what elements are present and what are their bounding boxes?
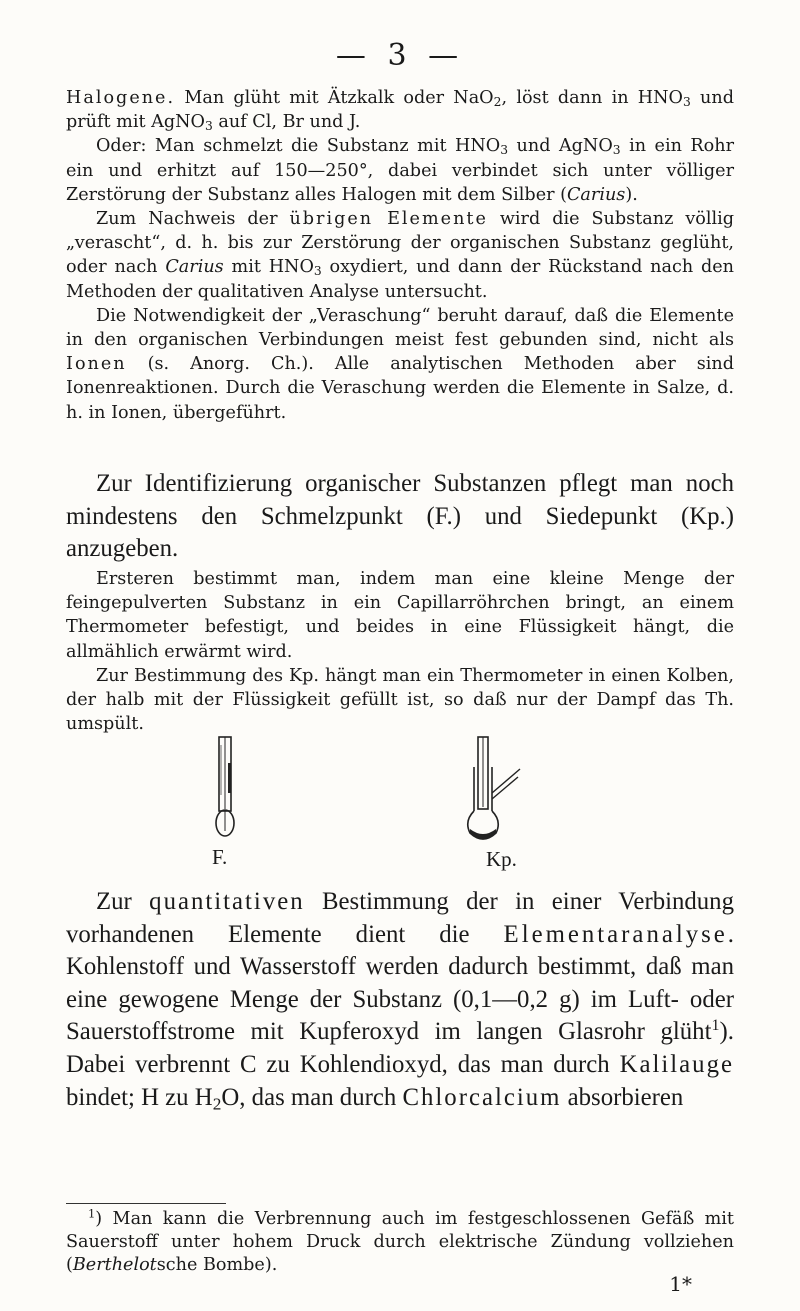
page-number: — 3 —: [335, 38, 465, 73]
paragraph-oder: Oder: Man schmelzt die Substanz mit $HNO_3$ und AgNO$_3$ in ein Rohr ein und erhitzt auf 150—250°, dabei verbindet sich unter völliger Zerstörung der Substanz alles Halogen mit dem Silber (Carius).: [66, 136, 734, 205]
paragraph-ersteren: Ersteren bestimmt man, indem man eine kleine Menge der feingepulverten Substanz in ein Capillarröhrchen bringt, an einem Thermometer befestigt, und beides in eine Flüssigkeit hängt, die allmählich erwärmt wird.: [66, 569, 734, 662]
text-block-quantitativ: [66, 886, 734, 1114]
paragraph-identifizierung: Zur Identifizierung organischer Substanzen pflegt man noch mindestens den Schmelzpunkt (F.) und Siedepunkt (Kp.) anzugeben.: [66, 470, 734, 563]
footnote-mark: 1: [88, 1206, 96, 1221]
footnote-divider: [66, 1203, 226, 1204]
thermometer-capillary-figure: [206, 735, 246, 839]
paragraph-nachweis: Zum Nachweis der übrigen Elemente wird die Substanz völlig „verascht“, d. h. bis zur Zerstörung der organischen Substanz geglüht, oder nach Carius mit $HNO_3$ oxydiert, und dann der Rückstand nach den Methoden der qualitativen Analyse untersucht.: [66, 209, 734, 302]
text-block-identifizierung: [66, 468, 734, 566]
term-halogene: Halogene.: [66, 88, 176, 108]
figure-label-schmelzpunkt: F.: [212, 845, 228, 869]
text-block-upper: [66, 86, 734, 425]
figure-label-siedepunkt: Kp.: [486, 847, 517, 871]
paragraph-siedepunkt: Zur Bestimmung des Kp. hängt man ein Thermometer in einen Kolben, der halb mit der Flüssigkeit gefüllt ist, so daß nur der Dampf das Th. umspült.: [66, 665, 734, 735]
figure-thermometers: [0, 735, 800, 875]
text-block-schmelzpunkt: [66, 567, 734, 736]
signature-mark: 1*: [669, 1272, 692, 1296]
paragraph-halogene: Halogene. Man glüht mit Ätzkalk oder NaO$_2$, löst dann in $HNO_3$ und prüft mit AgNO$_3$ auf Cl, Br und J.: [66, 88, 734, 134]
paragraph-veraschung: Die Notwendigkeit der „Veraschung“ beruht darauf, daß die Elemente in den organischen Verbindungen meist fest gebunden sind, nicht als Ionen (s. Anorg. Ch.). Alle analytischen Methoden aber sind Ionenreaktionen. Durch die Veraschung werden die Elemente in Salze, d. h. in Ionen, übergeführt.: [66, 305, 734, 423]
footnote-reference: 1: [711, 1017, 720, 1035]
paragraph-elementaranalyse: Zur quantitativen Bestimmung der in einer Verbindung vorhandenen Elemente dient die Elementaranalyse. Kohlenstoff und Wasserstoff werden dadurch bestimmt, daß man eine gewogene Menge der Substanz (0,1—0,2 g) im Luft- oder Sauerstoffstrome mit Kupferoxyd im langen Glasrohr glüht$^1$). Dabei verbrennt C zu Kohlendioxyd, das man durch Kalilauge bindet; H zu $H_2O$, das man durch Chlorcalcium absorbieren: [66, 888, 734, 1113]
thermometer-flask-figure: [462, 735, 532, 845]
footnote: $^1$) Man kann die Verbrennung auch im festgeschlossenen Gefäß mit Sauerstoff unter hohem Druck durch elektrische Zündung vollziehen (Berthelotsche Bombe).: [66, 1206, 734, 1275]
